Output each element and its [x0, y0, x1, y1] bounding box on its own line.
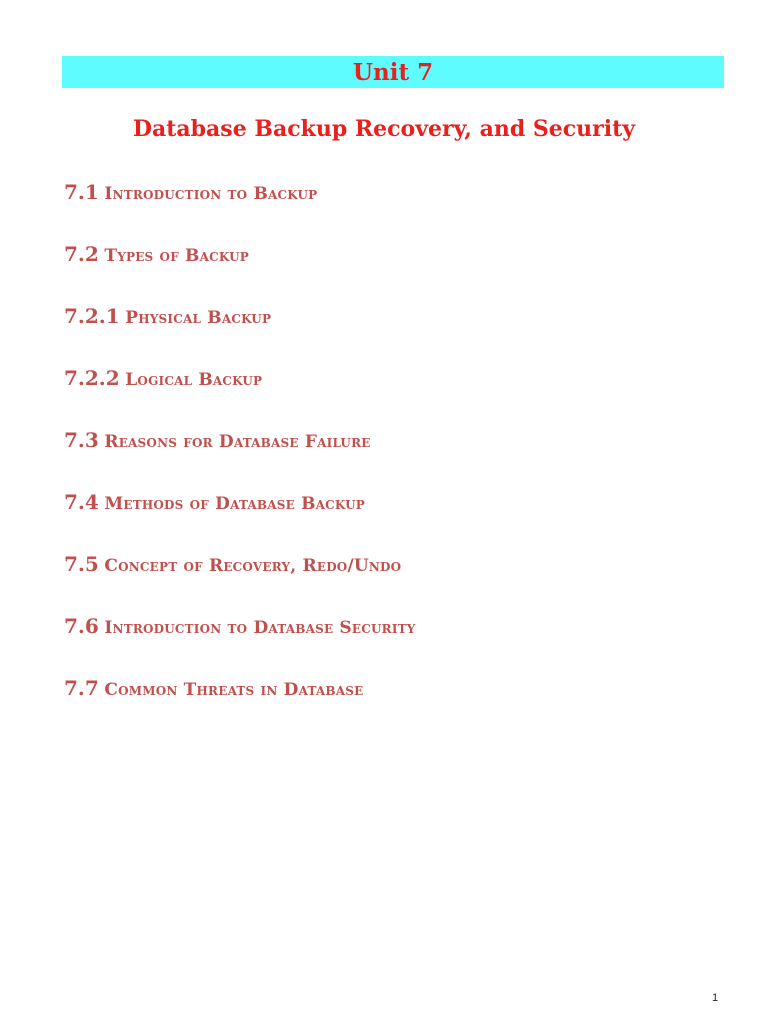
toc-item-7-2-1	[64, 304, 416, 366]
document-title: Database Backup Recovery, and Security	[132, 116, 636, 142]
toc-number: 7.4	[64, 490, 99, 514]
toc-item-7-3	[64, 428, 416, 490]
toc-item-7-6	[64, 614, 416, 676]
toc-text: Common Threats in Database	[104, 680, 364, 700]
toc-number: 7.5	[64, 552, 99, 576]
toc-item-7-2-2	[64, 366, 416, 428]
toc-number: 7.2	[64, 242, 99, 266]
toc-text: Methods of Database Backup	[104, 494, 366, 514]
toc-text: Concept of Recovery, Redo/Undo	[104, 556, 402, 576]
toc-text: Physical Backup	[125, 308, 272, 328]
toc-number: 7.2.2	[64, 366, 120, 390]
toc-item-7-4	[64, 490, 416, 552]
toc-item-7-5	[64, 552, 416, 614]
toc-text: Introduction to Database Security	[104, 618, 416, 638]
toc-number: 7.7	[64, 676, 99, 700]
toc-item-7-1	[64, 180, 416, 242]
toc-item-7-2	[64, 242, 416, 304]
toc-item-7-7	[64, 676, 416, 738]
page-number: 1	[712, 992, 719, 1004]
toc-text: Logical Backup	[125, 370, 263, 390]
toc-text: Reasons for Database Failure	[104, 432, 371, 452]
toc-text: Introduction to Backup	[104, 184, 318, 204]
unit-banner	[62, 56, 724, 88]
toc-text: Types of Backup	[104, 246, 249, 266]
toc-number: 7.6	[64, 614, 99, 638]
unit-title: Unit 7	[352, 58, 434, 86]
toc-number: 7.1	[64, 180, 99, 204]
toc-number: 7.2.1	[64, 304, 120, 328]
table-of-contents	[64, 180, 416, 738]
toc-number: 7.3	[64, 428, 99, 452]
